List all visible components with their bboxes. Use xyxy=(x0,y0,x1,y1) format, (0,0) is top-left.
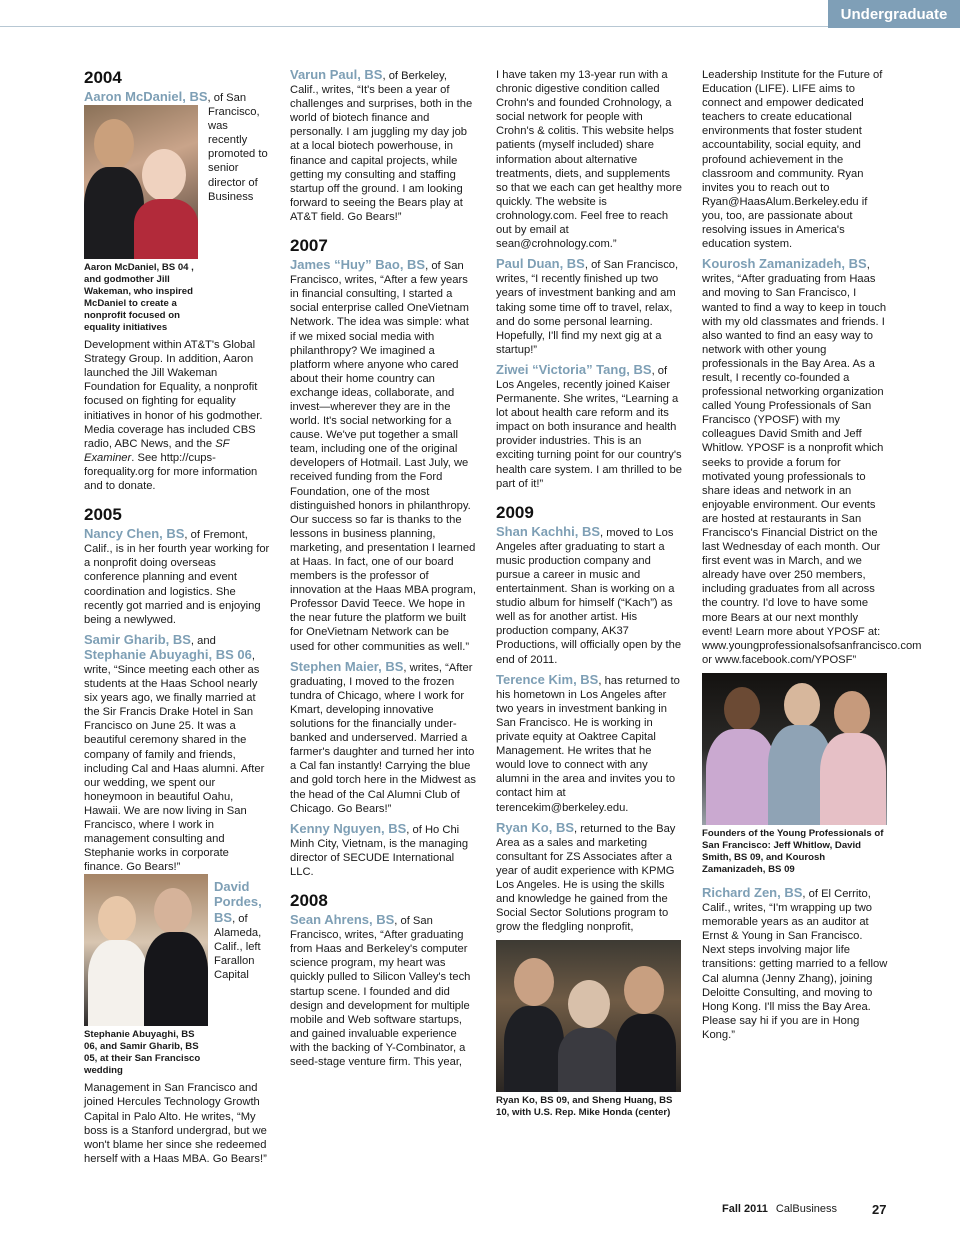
alumni-name: Samir Gharib, BS xyxy=(84,631,191,647)
person-body-icon xyxy=(134,199,198,259)
alumni-name: Aaron McDaniel, BS xyxy=(84,89,208,104)
year-heading: 2005 xyxy=(84,505,122,525)
note-nancy: Nancy Chen, BS, of Fremont, Calif., is in her fourth year working for a nonprofit doing overseas conference planning and event coordination and logistics. She recently got married and is enjoying being a newlywed. xyxy=(84,526,270,626)
column-3 xyxy=(496,68,682,1119)
alumni-name: Varun Paul, BS xyxy=(290,67,383,82)
year-heading: 2008 xyxy=(290,891,328,911)
photo-caption: Stephanie Abuyaghi, BS 06, and Samir Gharib, BS 05, at their San Francisco wedding xyxy=(84,1029,201,1077)
person-body-icon xyxy=(504,1006,564,1092)
person-body-icon xyxy=(706,729,776,825)
note-paul: Paul Duan, BS, of San Francisco, writes, “I recently finished up two years of investment banking and am taking some time off to travel, relax, and do some personal learning. Hopefully, I'll find my next gig at a startup!” xyxy=(496,256,679,356)
alumni-name: Ziwei “Victoria” Tang, BS xyxy=(496,361,652,377)
person-icon xyxy=(724,687,760,731)
photo-image xyxy=(496,940,681,1092)
person-body-icon xyxy=(616,1014,676,1092)
alumni-name: Shan Kachhi, BS xyxy=(496,523,601,539)
person-icon xyxy=(94,119,134,169)
year-heading: 2004 xyxy=(84,68,122,87)
person-body-icon xyxy=(144,932,208,1026)
person-icon xyxy=(98,896,136,942)
year-heading: 2007 xyxy=(290,236,328,256)
person-body-icon xyxy=(558,1028,620,1092)
column-1 xyxy=(84,68,270,1172)
note-varun: Varun Paul, BS, of Berkeley, Calif., writes, “It's been a year of challenges and surprises, both in the world of biotech finance and personally. I am juggling my day job at a local biotech powerhouse, in finance and capital projects, while getting my consulting and staffing startup off the ground. I am looking forward to seeing the Bears play at AT&T field. Go Bears!” xyxy=(290,67,473,223)
person-body-icon xyxy=(88,940,148,1026)
note-ryan: Ryan Ko, BS, returned to the Bay Area as a sales and marketing consultant for ZS Associates after a year of audit experience with KPMG Los Angeles. He is using the skills and knowledge he gained from the Social Sector Solutions program to grow the fledgling nonprofit, xyxy=(496,819,676,934)
photo-ryan-honda xyxy=(496,940,682,1119)
year-heading: 2009 xyxy=(496,502,534,522)
note-kourosh: Kourosh Zamanizadeh, BS, writes, “After graduating from Haas and moving to San Francisco, I wanted to find a way to keep in touch with my old classmates and friends. I also wanted to find an easy way to network with other young professionals in the Bay Area. As a result, I recently co-founded a professional networking organization called Young Professionals of San Francisco (YPOSF) with my colleagues David Smith and Jeff Whitlow. YPOSF is a nonprofit which seeks to provide a forum for motivated young professionals to share ideas and network in an enjoyable environment. Our events are hosted at restaurants in San Francisco's Financial District on the last Wednesday of each month. Our first event was in March, and we already have over 250 members, including graduates from all across the country. I'd love to have some more Bears at our next monthly event! Learn more about YPOSF at: www.youngprofessionalsofsanfrancisco.com or www.facebook.com/YPOSF” xyxy=(702,256,922,666)
alumni-name: Kenny Nguyen, BS xyxy=(290,820,407,836)
photo-image xyxy=(84,874,208,1026)
person-icon xyxy=(624,966,664,1014)
alumni-name: David Pordes, BS xyxy=(214,879,262,925)
alumni-name: Kourosh Zamanizadeh, BS xyxy=(702,256,867,272)
person-icon xyxy=(154,888,192,934)
note-kenny: Kenny Nguyen, BS, of Ho Chi Minh City, Vietnam, is the managing director of SECUDE International LLC. xyxy=(290,820,469,878)
note-james: James “Huy” Bao, BS, of San Francisco, writes, “After a few years in financial consulting, I started a social enterprise called OneVietnam Network. The idea was simple: what if we mixed social media with philanthropy? We imagined a platform where anyone who cared about their home country can exchange ideas, collaborate, and invest—wherever they are in the world. It's social networking for a cause. We've put together a small team, including one of the original developers of Hotmail. Last July, we received funding from the Ford Foundation, one of the most distinguished honors in philanthropy. Our success so far is thanks to the lessons in business planning, marketing, and presentation I learned at Haas. In fact, one of our board members is the professor of innovation at the Haas MBA program, Professor David Teece. We hope in the near future the platform we built for OneVietnam Network can be used for other communities as well.” xyxy=(290,257,476,653)
column-2 xyxy=(290,68,476,1075)
page-number: 27 xyxy=(872,1202,887,1217)
note-sean-continued: I have taken my 13-year run with a chronic digestive condition called Crohn's and founded Crohnology, a social network for people with Crohn's & colitis. This website helps patients (myself included) share information about alternative treatments, diets, and supplements so that we each can get healthy more quickly. The website is crohnology.com. Feel free to reach out by email at sean@crohnology.com.” xyxy=(496,69,682,251)
alumni-name: Ryan Ko, BS xyxy=(496,819,575,835)
note-terence: Terence Kim, BS, has returned to his hometown in Los Angeles after two years in investment banking in San Francisco. He is working in private equity at Oaktree Capital Management. He writes that he would love to connect with any alumni in the area and invites you to contact him at terencekim@berkeley.edu. xyxy=(496,671,680,814)
column-4 xyxy=(702,68,922,1048)
person-icon xyxy=(784,683,820,727)
photo-yposf-founders xyxy=(702,673,888,876)
person-icon xyxy=(834,691,870,735)
person-icon xyxy=(568,980,610,1028)
magazine-name: CalBusiness xyxy=(775,1203,838,1215)
person-icon xyxy=(142,149,186,201)
section-tab: Undergraduate xyxy=(828,0,960,28)
alumni-name: Paul Duan, BS xyxy=(496,256,585,272)
alumni-name: Terence Kim, BS xyxy=(496,671,599,687)
note-ryan-continued: Leadership Institute for the Future of Education (LIFE). LIFE aims to connect and empower dedicated teachers to create educational environments that foster student accountability, social equity, and profound achievement in the classroom and community. Ryan invites you to reach out to Ryan@HaasAlum.Berkeley.edu if you, too, are passionate about resolving issues in America's education system. xyxy=(702,69,883,251)
photo-wedding xyxy=(84,874,208,1077)
photo-image xyxy=(84,105,198,259)
alumni-name: Stephanie Abuyaghi, BS 06 xyxy=(84,646,252,662)
issue-label: Fall 2011 xyxy=(722,1203,768,1215)
note-david: David Pordes, BS, of Alameda, Calif., left Farallon Capital Management in San Francisco and joined Hercules Technology Growth Capital in Palo Alto. He writes, “My boss is a Stanford undergrad, but we won't blame her since she redeemed herself with a Haas MBA. Go Bears!” xyxy=(84,879,267,1165)
header-rule xyxy=(0,26,828,27)
note-sean: Sean Ahrens, BS, of San Francisco, writes, “After graduating from Haas and Berkeley's computer science program, my heart was quickly pulled to Silicon Valley's tech startup scene. I founded and did design and development for multiple mobile and Web software startups, and gained invaluable experience with the backing of Y-Combinator, a seed-stage venture firm. This year, xyxy=(290,912,471,1068)
alumni-name: Richard Zen, BS xyxy=(702,884,803,900)
page-footer xyxy=(722,1202,887,1217)
note-shan: Shan Kachhi, BS, moved to Los Angeles after graduating to start a music production company and pursue a career in music and entertainment. Shan is working on a studio album for himself (“Kach”) as well as for another artist. His production company, AK37 Productions, will officially open by the end of 2011. xyxy=(496,523,682,666)
person-icon xyxy=(514,958,554,1006)
alumni-name: Nancy Chen, BS xyxy=(84,526,185,542)
photo-image xyxy=(702,673,887,825)
alumni-name: Sean Ahrens, BS xyxy=(290,912,395,928)
photo-caption: Ryan Ko, BS 09, and Sheng Huang, BS 10, with U.S. Rep. Mike Honda (center) xyxy=(496,1095,673,1119)
photo-aaron-jill xyxy=(84,105,202,334)
alumni-name: Stephen Maier, BS xyxy=(290,658,404,674)
person-body-icon xyxy=(820,733,886,825)
note-richard: Richard Zen, BS, of El Cerrito, Calif., writes, “I'm wrapping up two memorable years as an auditor at Ernst & Young in San Francisco. Next steps involving major life transitions: getting married to a fellow Cal alumna (Jenny Zhang), joining Deloitte Consulting, and moving to Hong Kong. I'll miss the Bay Area. Please say hi if you are in Hong Kong.” xyxy=(702,884,888,1041)
alumni-name: James “Huy” Bao, BS xyxy=(290,257,426,273)
note-samir: Samir Gharib, BS, and Stephanie Abuyaghi, BS 06, write, “Since meeting each other as students at the Haas School nearly six years ago, we finally married at the Sir Francis Drake Hotel in San Francisco on June 25. It was a beautiful ceremony shared in the company of family and friends, including Cal and Haas alumni. After our wedding, we spent our honeymoon in beautiful Oahu, Hawaii. We are now living in San Francisco, where I work in management consulting and Stephanie works in corporate finance. Go Bears!” Stephanie Abuyaghi, BS 06, and Samir Gharib, BS 05, at their San Francisco wedding xyxy=(84,631,265,1077)
photo-caption: Aaron McDaniel, BS 04 , and godmother Jill Wakeman, who inspired McDaniel to create a nonprofit focused on equality initiatives xyxy=(84,262,194,334)
note-stephen: Stephen Maier, BS, writes, “After graduating, I moved to the frozen tundra of Chicago, where I work for Kmart, developing innovative solutions for the financially under-banked and underserved. Married a farmer's daughter and turned her into a Cal fan instantly! Carrying the blue and gold torch here in the Midwest as the head of the Cal Alumni Club of Chicago. Go Bears!” xyxy=(290,658,476,815)
photo-caption: Founders of the Young Professionals of San Francisco: Jeff Whitlow, David Smith, BS 09, and Kourosh Zamanizadeh, BS 09 xyxy=(702,827,884,875)
note-ziwei: Ziwei “Victoria” Tang, BS, of Los Angeles, recently joined Kaiser Permanente. She writes, “Learning a lot about health care reform and its impact on both insurance and health provider industries. This is an exciting turning point for our country's health care system. I am thrilled to be part of it!” xyxy=(496,361,682,490)
note-aaron: Aaron McDaniel, BS Aaron McDaniel, BS 04 , and godmother Jill Wakeman, who inspired McDaniel to create a nonprofit focused on equality initiatives , of San Francisco, was recently promoted to senior director of Business Development within AT&T's Global Strategy Group. In addition, Aaron launched the Jill Wakeman Foundation for Equality, a nonprofit focused on fighting for equality initiatives in honor of his godmother. Media coverage has included CBS radio, ABC News, and the SF Examiner. See http://cups-forequality.org for more information and to donate. xyxy=(84,89,268,493)
